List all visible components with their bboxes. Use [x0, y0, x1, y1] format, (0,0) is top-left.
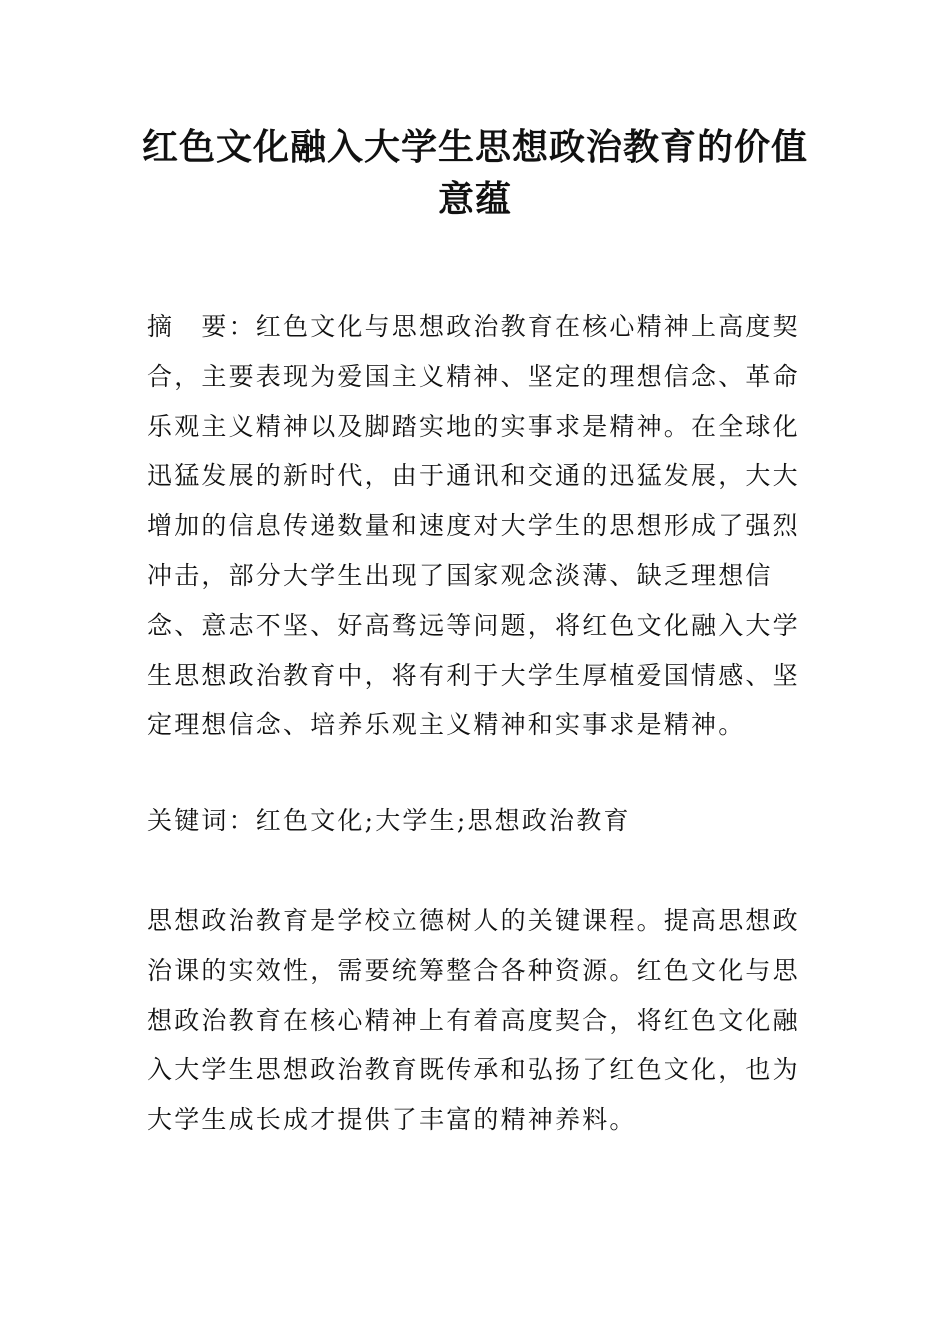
- document-title: [120, 122, 830, 226]
- title-line-1: 红色文化融入大学生思想政治教育的价值: [141, 127, 808, 168]
- keywords-line: 关键词：红色文化;大学生;思想政治教育: [147, 806, 631, 835]
- body-paragraph-1: 思想政治教育是学校立德树人的关键课程。提高思想政治课的实效性，需要统筹整合各种资源。红色文化与思想政治教育在核心精神上有着高度契合，将红色文化融入大学生思想政治教育既传承和弘扬了红色文化，也为大学生成长成才提供了丰富的精神养料。: [147, 906, 800, 1135]
- title-line-2: 意蕴: [437, 179, 512, 220]
- abstract-paragraph: 摘 要：红色文化与思想政治教育在核心精神上高度契合，主要表现为爱国主义精神、坚定的理想信念、革命乐观主义精神以及脚踏实地的实事求是精神。在全球化迅猛发展的新时代，由于通讯和交通的迅猛发展，大大增加的信息传递数量和速度对大学生的思想形成了强烈冲击，部分大学生出现了国家观念淡薄、缺乏理想信念、意志不坚、好高骛远等问题，将红色文化融入大学生思想政治教育中，将有利于大学生厚植爱国情感、坚定理想信念、培养乐观主义精神和实事求是精神。: [147, 312, 800, 740]
